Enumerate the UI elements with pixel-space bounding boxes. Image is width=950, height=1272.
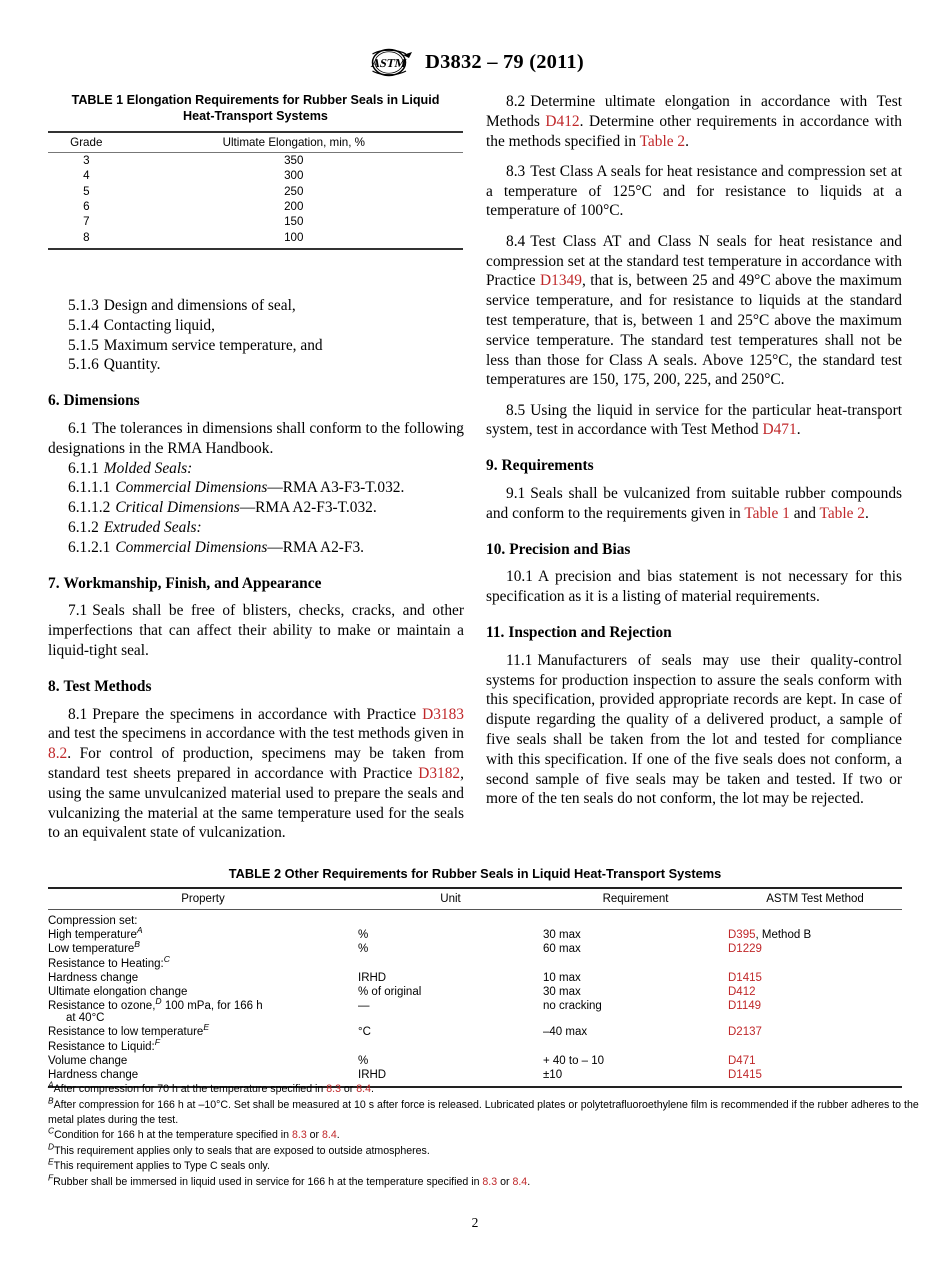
clause-6-1-1-1: 6.1.1.1 Commercial Dimensions—RMA A3-F3-T.032. [68,479,405,497]
table-row [48,1054,902,1068]
cell-elongation: 150 [284,215,304,229]
astm-logo-icon [366,48,414,77]
cell-unit: IRHD [358,971,387,984]
cell-grade: 8 [48,230,125,249]
cell-requirement [543,1039,728,1053]
table-row [48,942,902,956]
cell-grade: 4 [83,169,90,183]
section-heading-9: 9. Requirements [486,457,594,475]
reference-8-3[interactable]: 8.3 [482,1175,498,1188]
cell-requirement: 30 max [543,929,581,942]
cell-unit [358,910,543,929]
reference-8-4[interactable]: 8.4 [512,1175,528,1188]
clause-11-1: 11.1 Manufacturers of seals may use their quality-control systems for production inspection to assure the seals conform with this specification, provided appropriate records are kept. In case of dispute regarding the quality of a delivered product, a sample of five seals shall be taken from the lot and tested for compliance with this specification. If one of the five seals does not conform, a second sample of five seals may be taken and tested. If two or more of the ten seals do not conform, the lot may be rejected. [486,651,902,808]
cell-property-continuation: at 40°C [66,1012,105,1025]
cell-elongation: 250 [284,184,304,198]
table-row [48,999,902,1025]
reference-d412[interactable]: D412 [545,112,580,130]
table-2-caption: TABLE 2 Other Requirements for Rubber Seals in Liquid Heat-Transport Systems [228,866,722,881]
svg-text:ASTM: ASTM [370,56,408,70]
cell-grade: 3 [83,153,90,167]
cell-unit: — [358,1000,370,1013]
cell-property: Volume change [48,1054,128,1067]
cell-unit: % of original [358,985,422,998]
reference-d1349[interactable]: D1349 [540,272,582,290]
cell-astm-method [728,999,902,1025]
cell-property: Low temperature$^B$ [48,939,141,956]
footnote-marker: C [163,953,170,964]
reference-8-3[interactable]: 8.3 [326,1083,341,1095]
reference-d395[interactable]: D395 [728,929,756,942]
cell-property: High temperature$^A$ [48,925,143,942]
reference-d1229[interactable]: D1229 [728,943,762,956]
footnote-marker: A [48,1079,54,1090]
cell-unit: % [358,929,369,942]
clause-7-1: 7.1 Seals shall be free of blisters, checks, cracks, and other imperfections that can affect their ability to make or maintain a liquid-tight seal. [48,602,464,659]
cell-property: Hardness change [48,1068,358,1087]
table-row [48,168,463,183]
table-row [48,928,902,942]
cell-astm-method: D395, Method B [728,929,812,942]
cell-requirement: 10 max [543,971,581,984]
section-heading-10: 10. Precision and Bias [486,540,631,558]
table-1-col-elongation: Ultimate Elongation, min, % [125,132,463,153]
cell-unit [358,956,543,970]
cell-property: Compression set: [48,915,138,927]
reference-table-2[interactable]: Table 2 [819,504,866,522]
footnote-b: $^B$After compression for 166 h at –10°C. Set shall be measured at 10 s after force is released. Lubricated plates or polytetrafluoroethylene film is recommended if the rubber adheres to the metal plates during the test. [48,1095,919,1126]
cell-astm-method [728,971,902,985]
cell-astm-method [728,910,902,929]
footnote-e: $^E$This requirement applies to Type C seals only. [48,1156,270,1173]
table-1-col-grade: Grade [48,132,125,153]
clause-5-1-3: 5.1.3 Design and dimensions of seal, [68,297,296,314]
cell-astm-method [728,985,902,999]
footnote-marker: C [48,1125,55,1136]
cell-elongation: 200 [284,200,304,214]
clause-8-1: 8.1 Prepare the specimens in accordance with Practice D3183 and test the specimens in accordance with the test methods given in 8.2. For control of production, specimens may be taken from standard test sheets prepared in accordance with Practice D3182, using the same unvulcanized material used to prepare the seals and vulcanizing the material at the same temperature used for the seals to an equivalent state of vulcanization. [48,705,464,842]
table-2-header-row [48,888,902,910]
footnote-marker: E [203,1022,210,1033]
reference-d1415[interactable]: D1415 [728,971,762,984]
cell-grade: 7 [83,215,90,229]
footnote-marker: B [48,1095,54,1105]
cell-elongation: 350 [284,153,304,167]
table-row [48,214,463,229]
footnote-marker: B [134,939,141,950]
left-column [48,296,464,843]
reference-d3182[interactable]: D3182 [418,764,461,782]
table-row [48,1025,902,1039]
table-1-header-row [48,132,463,153]
table-row [48,199,463,214]
cell-property: Hardness change [48,971,139,984]
clause-10-1: 10.1 A precision and bias statement is not necessary for this specification as it is a listing of material requirements. [486,568,902,606]
section-heading-6: 6. Dimensions [48,392,140,410]
reference-8-4[interactable]: 8.4 [322,1129,337,1142]
section-heading-8: 8. Test Methods [48,677,152,695]
footnote-marker: A [136,925,143,936]
cell-requirement: –40 max [543,1026,588,1039]
clause-8-5: 8.5 Using the liquid in service for the particular heat-transport system, test in accordance with Test Method D471. [486,401,902,439]
cell-property: Resistance to Heating:$^C$ [48,953,170,970]
cell-unit: % [358,943,369,956]
page-number: 2 [471,1215,479,1230]
cell-requirement: 30 max [543,985,581,998]
footnote-marker: F [154,1036,161,1047]
clause-5-1-5: 5.1.5 Maximum service temperature, and [68,336,323,354]
cell-elongation: 100 [125,230,463,249]
footnote-marker: E [48,1156,54,1167]
document-header [0,48,950,77]
cell-requirement: ±10 [543,1068,728,1087]
table-row [48,152,463,168]
footnote-marker: F [48,1172,54,1183]
clause-6-1-1: 6.1.1 Molded Seals: [68,459,193,477]
cell-requirement: 60 max [543,943,581,956]
table-row [48,230,463,249]
reference-d1149[interactable]: D1149 [728,1000,762,1013]
cell-property: Resistance to low temperature$^E$ [48,1022,210,1039]
cell-unit [358,1039,543,1053]
reference-d471[interactable]: D471 [728,1054,756,1067]
clause-6-1-1-2: 6.1.1.2 Critical Dimensions—RMA A2-F3-T.032. [68,499,377,517]
cell-astm-method [728,1054,902,1068]
cell-requirement [543,910,728,929]
reference-d2137[interactable]: D2137 [728,1026,762,1039]
clause-8-4: 8.4 Test Class AT and Class N seals for heat resistance and compression set at the standard test temperature in accordance with Practice D1349, that is, between 25 and 49°C above the maximum service temperature, and for resistance to liquids at the standard test temperature, that is, between 1 and 25°C above the maximum service temperature. The standard test temperatures shall not be less than those for Class A seals. Above 125°C, the standard test temperatures are 150, 175, 200, 225, and 250°C. [486,232,902,389]
reference-table-2[interactable]: Table 2 [639,132,686,150]
clause-8-2: 8.2 Determine ultimate elongation in accordance with Test Methods D412. Determine other requirements in accordance with the methods specified in Table 2. [486,93,902,150]
cell-grade: 6 [83,200,90,214]
table-1 [48,92,463,250]
cell-unit: IRHD [358,1068,543,1087]
cell-requirement [543,956,728,970]
cell-astm-method [728,1025,902,1039]
reference-8-4[interactable]: 8.4 [356,1083,372,1095]
footnote-marker: D [48,1141,55,1152]
clause-5-1-6: 5.1.6 Quantity. [68,356,161,374]
cell-unit: °C [358,1026,371,1039]
cell-property: Resistance to ozone,$^D$ 100 mPa, for 166 h at 40°C [48,996,263,1025]
cell-property: Ultimate elongation change [48,985,188,998]
document-designation: D3832 – 79 (2011) [425,51,584,73]
table-2 [48,866,902,1088]
clause-5-1-4: 5.1.4 Contacting liquid, [68,316,215,334]
reference-d3183[interactable]: D3183 [422,705,464,723]
footnote-c: $^C$Condition for 166 h at the temperature specified in 8.3 or 8.4. [48,1125,340,1142]
table-row [48,910,902,929]
reference-d471[interactable]: D471 [762,421,797,439]
cell-astm-method [728,1039,902,1053]
table-row [48,183,463,198]
cell-elongation: 300 [284,169,304,183]
cell-unit: % [358,1054,369,1067]
cell-grade: 5 [83,184,90,198]
cell-astm-method [728,942,902,956]
reference-table-1[interactable]: Table 1 [744,504,790,522]
cell-requirement: no cracking [543,1000,602,1013]
table-2-col-unit: Unit [358,888,543,910]
table-1-caption: TABLE 1 Elongation Requirements for Rubber Seals in Liquid Heat-Transport Systems [71,93,440,124]
right-column [486,92,902,809]
table-2-footnotes [48,1079,928,1190]
section-heading-7: 7. Workmanship, Finish, and Appearance [48,574,322,592]
reference-8-3[interactable]: 8.3 [291,1129,307,1142]
clause-8-3: 8.3 Test Class A seals for heat resistance and compression set at a temperature of 125°C and for resistance to liquids at a temperature of 100°C. [486,162,902,220]
reference-d1415[interactable]: D1415 [728,1068,762,1081]
cell-property: Resistance to Liquid:$^F$ [48,1036,161,1053]
footnote-marker: D [155,996,162,1007]
cell-requirement: + 40 to – 10 [543,1054,605,1067]
section-heading-11: 11. Inspection and Rejection [486,624,672,642]
clause-6-1-2-1: 6.1.2.1 Commercial Dimensions—RMA A2-F3. [68,538,365,556]
reference-8-2[interactable]: 8.2 [48,745,68,763]
clause-6-1: 6.1 The tolerances in dimensions shall conform to the following designations in the RMA Handbook. [48,419,464,457]
table-row [48,985,902,999]
cell-astm-method [728,956,902,970]
footnote-a: $^A$After compression for 70 h at the temperature specified in 8.3 or 8.4. [48,1079,374,1095]
table-2-col-property: Property [48,888,358,910]
table-row [48,1039,902,1053]
table-2-col-requirement: Requirement [543,888,728,910]
reference-d412[interactable]: D412 [728,985,756,998]
clause-9-1: 9.1 Seals shall be vulcanized from suitable rubber compounds and conform to the requirements given in Table 1 and Table 2. [486,485,902,522]
footnote-f: $^F$Rubber shall be immersed in liquid used in service for 166 h at the temperature specified in 8.3 or 8.4. [48,1172,531,1188]
table-row [48,971,902,985]
footnote-d: $^D$This requirement applies only to seals that are exposed to outside atmospheres. [48,1141,430,1157]
clause-6-1-2: 6.1.2 Extruded Seals: [68,518,202,536]
table-2-col-astm: ASTM Test Method [728,888,902,910]
table-row [48,956,902,970]
